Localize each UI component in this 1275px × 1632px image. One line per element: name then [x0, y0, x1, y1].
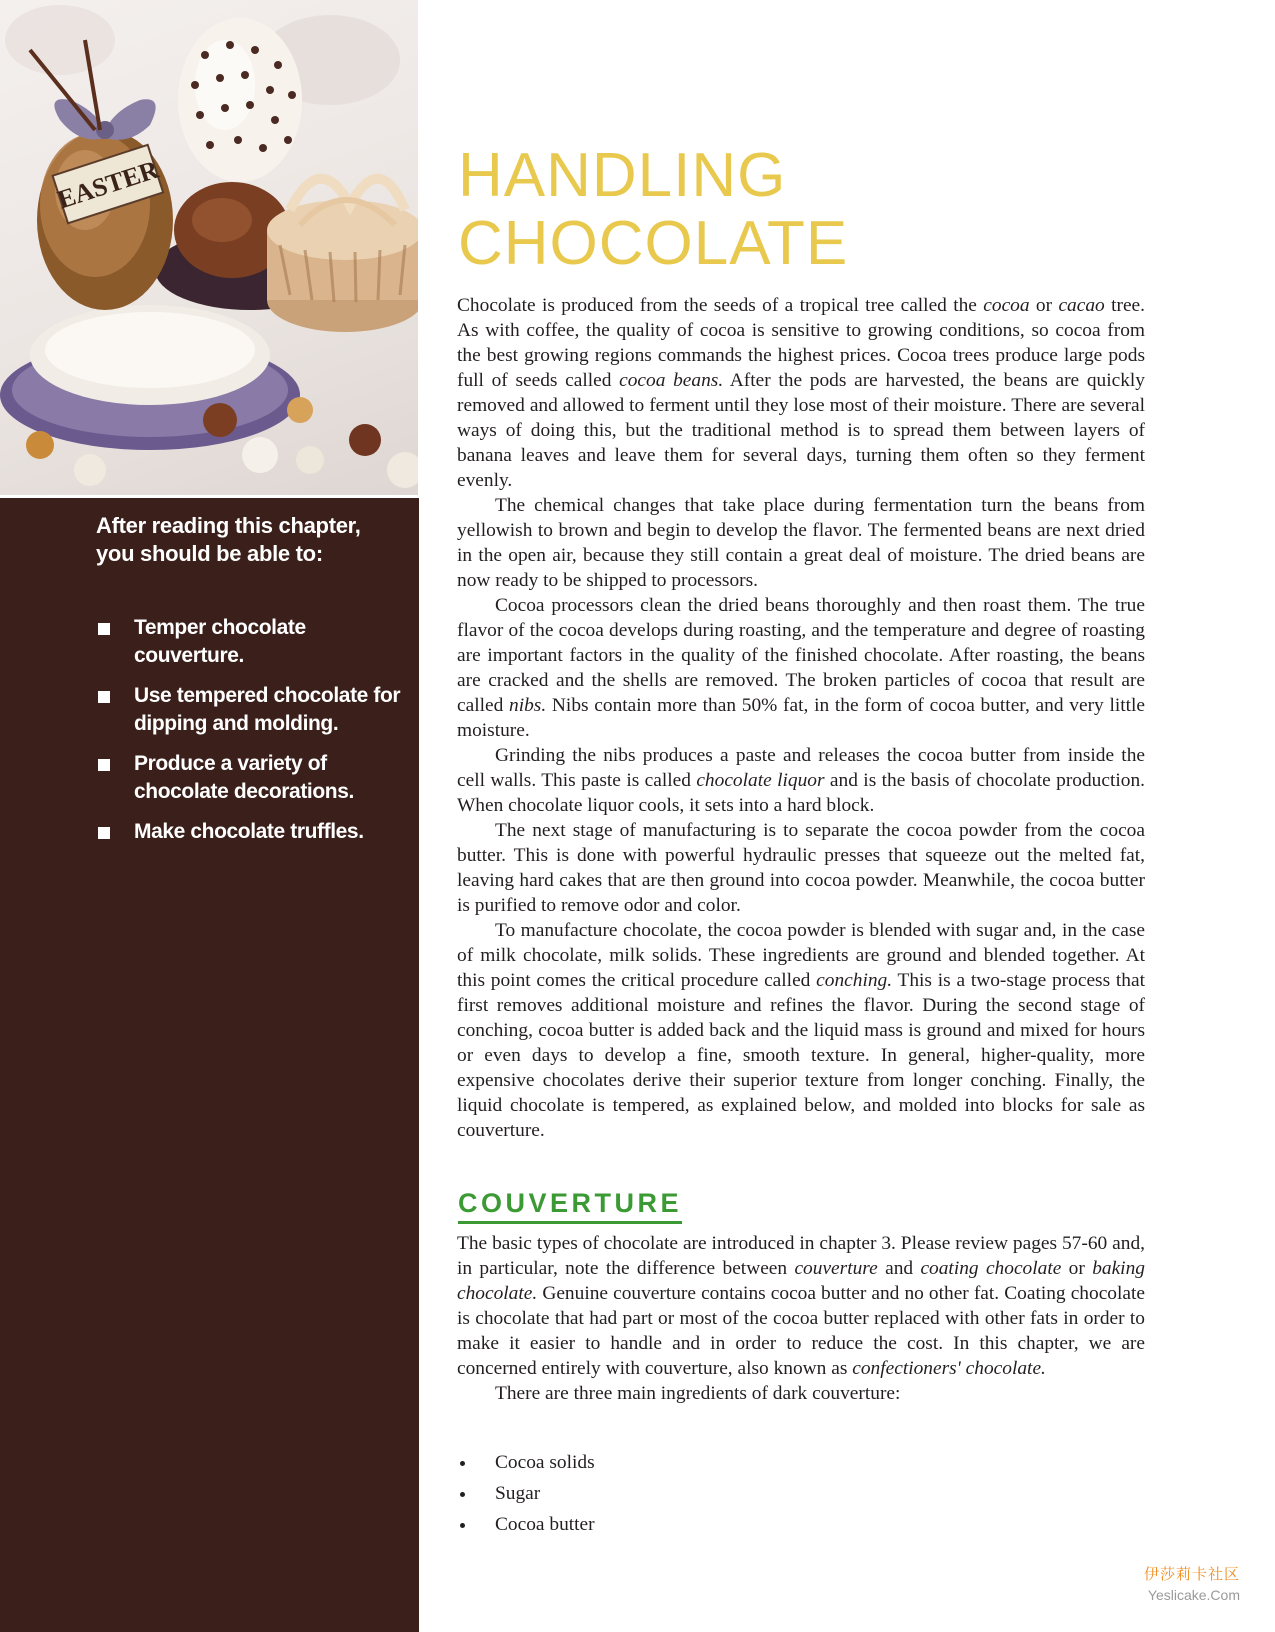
intro-body [457, 293, 1145, 1143]
watermark [1144, 1565, 1240, 1605]
chapter-title [458, 142, 958, 278]
body-paragraph: There are three main ingredients of dark couverture: [495, 1383, 901, 1404]
square-bullet-icon [98, 827, 110, 839]
ingredient-item [457, 1450, 595, 1481]
body-paragraph: The basic types of chocolate are introduced in chapter 3. Please review pages 57-60 and, in particular, note the difference between couverture and coating chocolate or baking chocolate. Genuine couverture contains cocoa butter and no other fat. Coating chocolate is chocolate that had part or most of the cocoa butter replaced with other fats in order to make it easier to handle and in order to reduce the cost. In this chapter, we are concerned entirely with couverture, also known as confectioners' chocolate. [457, 1233, 1145, 1379]
italic-term: chocolate liquor [696, 770, 825, 791]
watermark-chinese: 伊莎莉卡社区 [1143, 1566, 1240, 1583]
chapter-photo [0, 0, 418, 495]
egg-lettering: EASTER [54, 154, 162, 215]
bullet-dot-icon [460, 1461, 465, 1466]
body-paragraph: The next stage of manufacturing is to separate the cocoa powder from the cocoa butter. This is done with powerful hydraulic presses that squeeze out the melted fat, leaving hard cakes that are then ground into cocoa powder. Meanwhile, the cocoa butter is purified to remove odor and color. [457, 820, 1145, 916]
bullet-dot-icon [460, 1523, 465, 1528]
square-bullet-icon [98, 623, 110, 635]
ingredient-item [457, 1512, 595, 1543]
section-heading-couverture: COUVERTURE [458, 1188, 682, 1224]
body-paragraph: Cocoa processors clean the dried beans thoroughly and then roast them. The true flavor of the cocoa develops during roasting, and the temperature and degree of roasting are important factors in the quality of the finished chocolate. After roasting, the beans are cracked and the shells are removed. The broken particles of cocoa that result are called nibs. Nibs contain more than 50% fat, in the form of cocoa butter, and very little moisture. [457, 595, 1145, 741]
objective-item [96, 614, 416, 670]
ingredients-list [457, 1450, 595, 1543]
body-paragraph: Chocolate is produced from the seeds of a tropical tree called the cocoa or cacao tree. As with coffee, the quality of cocoa is sensitive to growing conditions, so cocoa from the best growing regions commands the highest prices. Cocoa trees produce large pods full of seeds called cocoa beans. After the pods are harvested, the beans are quickly removed and allowed to ferment until they lose most of their moisture. There are several ways of doing this, but the traditional method is to spread them between layers of banana leaves and leave them for several days, turning them often so they ferment evenly. [457, 295, 1146, 491]
ingredient-text: Cocoa butter [495, 1514, 595, 1535]
square-bullet-icon [98, 759, 110, 771]
italic-term: cocoa beans. [619, 370, 724, 391]
ingredient-text: Sugar [495, 1483, 541, 1504]
watermark-url: Yeslicake.Com [1147, 1587, 1240, 1603]
italic-term: confectioners' chocolate. [852, 1358, 1046, 1379]
objective-item [96, 750, 416, 806]
couverture-body [457, 1231, 1145, 1406]
ingredient-item [457, 1481, 595, 1512]
italic-term: cacao [1058, 295, 1105, 316]
objectives-list [96, 614, 416, 858]
objective-text: Use tempered chocolate for dipping and molding. [134, 684, 401, 735]
italic-term: couverture [794, 1258, 878, 1279]
italic-term: nibs. [509, 695, 547, 716]
objective-text: Produce a variety of chocolate decorations. [134, 752, 354, 803]
chapter-title-line-1: HANDLING [458, 141, 787, 210]
chocolate-eggs-illustration [0, 0, 418, 495]
ingredient-text: Cocoa solids [495, 1452, 595, 1473]
objective-item [96, 682, 416, 738]
objectives-intro: After reading this chapter, you should be able to: [96, 513, 361, 566]
objective-text: Make chocolate truffles. [134, 820, 364, 843]
italic-term: cocoa [983, 295, 1030, 316]
italic-term: coating chocolate [920, 1258, 1062, 1279]
italic-term: conching. [816, 970, 893, 991]
body-paragraph: The chemical changes that take place during fermentation turn the beans from yellowish to brown and begin to develop the flavor. The fermented beans are next dried in the open air, because they still contain a great deal of moisture. The dried beans are now ready to be shipped to processors. [457, 495, 1145, 591]
bullet-dot-icon [460, 1492, 465, 1497]
left-column [0, 0, 419, 1632]
square-bullet-icon [98, 691, 110, 703]
objective-text: Temper chocolate couverture. [134, 616, 306, 667]
body-paragraph: To manufacture chocolate, the cocoa powder is blended with sugar and, in the case of milk chocolate, milk solids. These ingredients are ground and blended together. At this point comes the critical procedure called conching. This is a two-stage process that first removes additional moisture and refines the flavor. During the second stage of conching, cocoa butter is added back and the liquid mass is ground and mixed for hours or even days to develop a fine, smooth texture. In general, higher-quality, more expensive chocolates derive their superior texture from longer conching. Finally, the liquid chocolate is tempered, as explained below, and molded into blocks for sale as couverture. [457, 920, 1145, 1141]
objective-item [96, 818, 416, 846]
chapter-title-line-2: CHOCOLATE [458, 209, 849, 278]
body-paragraph: Grinding the nibs produces a paste and releases the cocoa butter from inside the cell walls. This paste is called chocolate liquor and is the basis of chocolate production. When chocolate liquor cools, it sets into a hard block. [457, 745, 1145, 816]
italic-term: baking chocolate. [457, 1258, 1145, 1304]
